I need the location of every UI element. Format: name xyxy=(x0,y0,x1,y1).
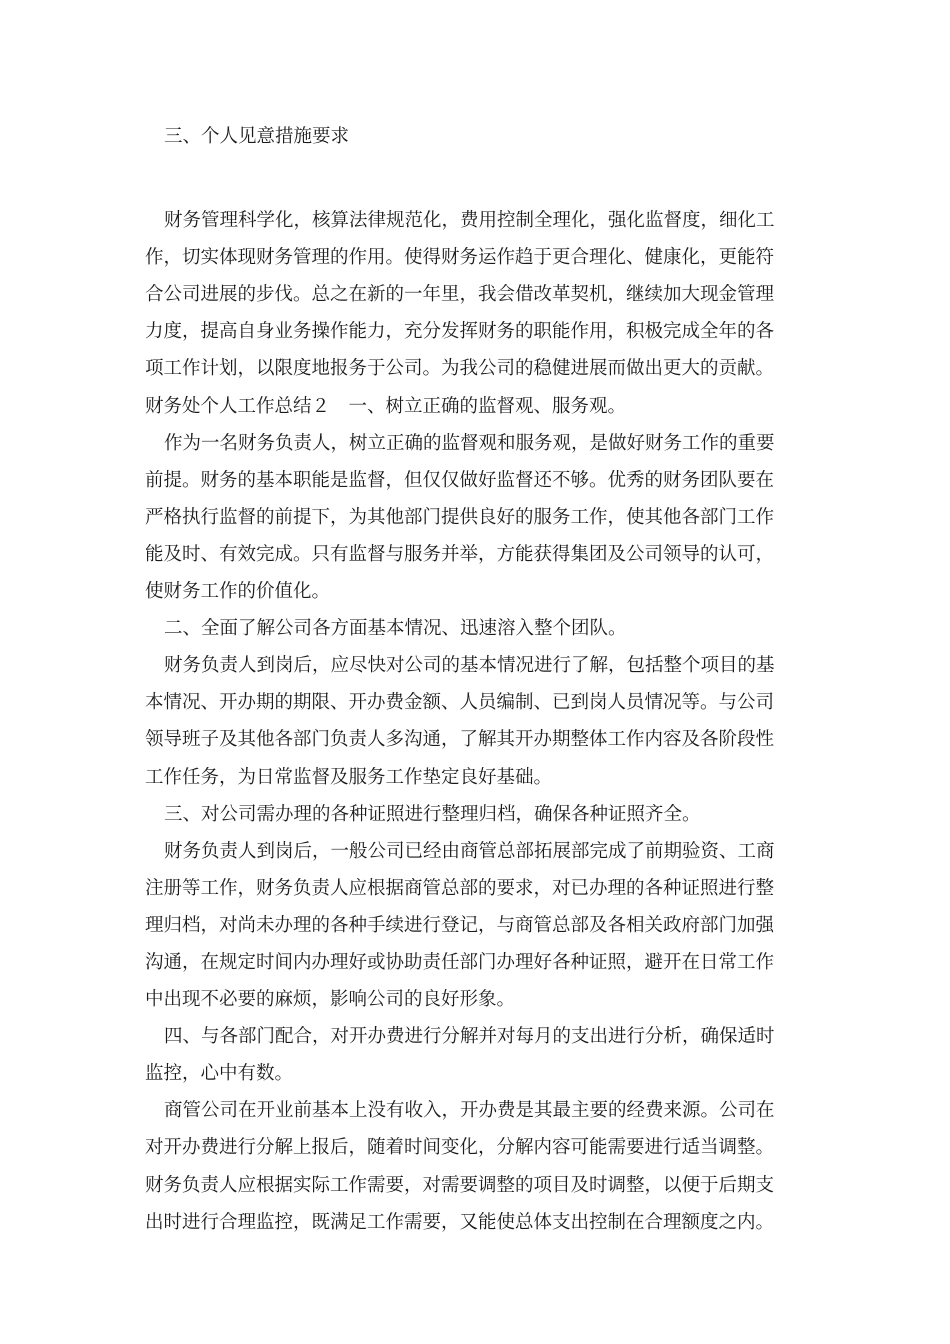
text-line: 本情况、开办期的期限、开办费金额、人员编制、已到岗人员情况等。与公司 xyxy=(145,692,775,714)
text-line: 注册等工作，财务负责人应根据商管总部的要求，对已办理的各种证照进行整 xyxy=(145,877,775,899)
text-line: 出时进行合理监控，既满足工作需要，又能使总体支出控制在合理额度之内。 xyxy=(145,1211,775,1233)
text-line: 前提。财务的基本职能是监督，但仅仅做好监督还不够。优秀的财务团队要在 xyxy=(145,469,775,491)
text-line: 财务管理科学化，核算法律规范化，费用控制全理化，强化监督度，细化工 xyxy=(164,210,775,232)
text-line: 财务负责人到岗后，一般公司已经由商管总部拓展部完成了前期验资、工商 xyxy=(164,840,775,862)
text-line: 对开办费进行分解上报后，随着时间变化，分解内容可能需要进行适当调整。 xyxy=(145,1137,775,1159)
text-line: 项工作计划，以限度地报务于公司。为我公司的稳健进展而做出更大的贡献。 xyxy=(145,358,775,380)
text-line: 商管公司在开业前基本上没有收入，开办费是其最主要的经费来源。公司在 xyxy=(164,1100,775,1122)
document-body xyxy=(145,118,805,1241)
text-line: 作，切实体现财务管理的作用。使得财务运作趋于更合理化、健康化，更能符 xyxy=(145,247,775,269)
text-line: 能及时、有效完成。只有监督与服务并举，方能获得集团及公司领导的认可， xyxy=(145,543,775,565)
text-line: 沟通，在规定时间内办理好或协助责任部门办理好各种证照，避开在日常工作 xyxy=(145,951,775,973)
text-line: 三、对公司需办理的各种证照进行整理归档，确保各种证照齐全。 xyxy=(164,803,701,825)
text-line: 严格执行监督的前提下，为其他部门提供良好的服务工作，使其他各部门工作 xyxy=(145,506,775,528)
text-line: 监控，心中有数。 xyxy=(145,1063,294,1085)
text-line: 合公司进展的步伐。总之在新的一年里，我会借改革契机，继续加大现金管理 xyxy=(145,284,775,306)
text-line: 财务处个人工作总结２ 一、树立正确的监督观、服务观。 xyxy=(145,395,627,417)
section-heading: 三、个人见意措施要求 xyxy=(164,126,350,147)
text-line: 二、全面了解公司各方面基本情况、迅速溶入整个团队。 xyxy=(164,618,627,640)
text-line: 作为一名财务负责人，树立正确的监督观和服务观，是做好财务工作的重要 xyxy=(164,432,775,454)
paragraph-gap xyxy=(145,155,805,202)
text-line: 财务负责人到岗后，应尽快对公司的基本情况进行了解，包括整个项目的基 xyxy=(164,655,775,677)
text-line: 使财务工作的价值化。 xyxy=(145,581,331,603)
text-line: 理归档，对尚未办理的各种手续进行登记，与商管总部及各相关政府部门加强 xyxy=(145,914,775,936)
text-line: 财务负责人应根据实际工作需要，对需要调整的项目及时调整，以便于后期支 xyxy=(145,1174,775,1196)
text-line: 力度，提高自身业务操作能力，充分发挥财务的职能作用，积极完成全年的各 xyxy=(145,321,775,343)
text-line: 中出现不必要的麻烦，影响公司的良好形象。 xyxy=(145,989,516,1011)
text-line: 工作任务，为日常监督及服务工作垫定良好基础。 xyxy=(145,766,553,788)
text-line: 四、与各部门配合，对开办费进行分解并对每月的支出进行分析，确保适时 xyxy=(164,1026,775,1048)
text-line: 领导班子及其他各部门负责人多沟通，了解其开办期整体工作内容及各阶段性 xyxy=(145,729,775,751)
